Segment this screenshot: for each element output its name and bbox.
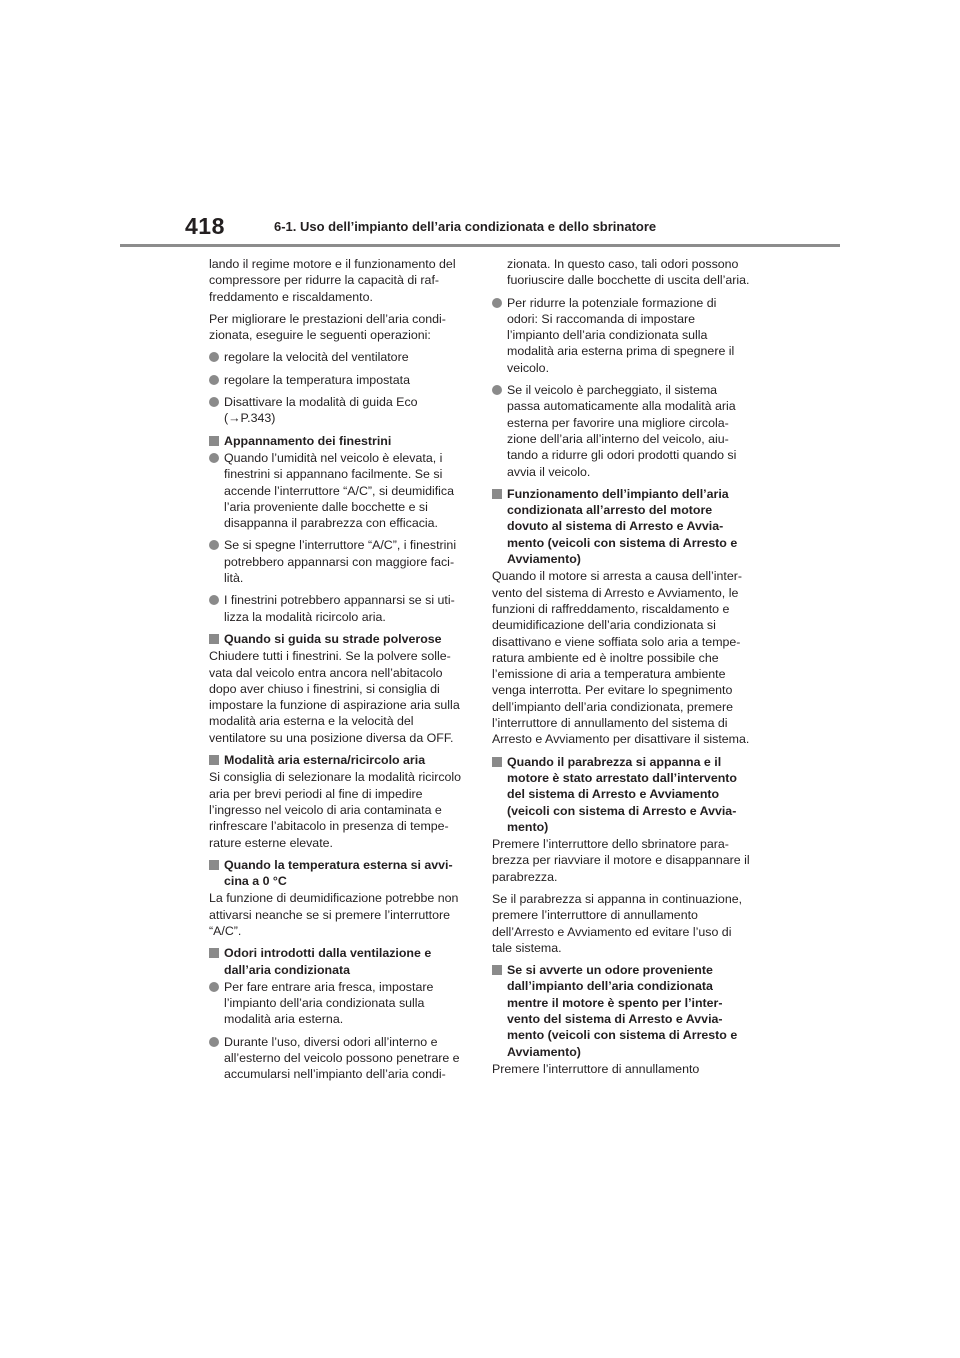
right-column [492,256,750,1083]
left-column [209,256,467,1089]
paragraph: La funzione di deumidificazione potrebbe non attivarsi neanche se si premere l’interruttore “A/C”. [209,891,459,938]
bullet-item: Per ridurre la potenziale formazione di odori: Si raccomanda di impostare l’impianto dell’aria condizionata sulla modalità aria esterna prima di spegnere il veicolo. [492,295,750,376]
paragraph: Premere l’interruttore di annullamento [492,1061,700,1076]
paragraph: Si consiglia di selezionare la modalità ricircolo aria per brevi periodi al fine di impedire l’ingresso nel veicolo di aria contaminata e rinfrescare l’abitacolo in presenza di temperature esterne elevate. [209,770,462,850]
section-heading: Appannamento dei finestrini [209,433,467,449]
paragraph: Premere l’interruttore dello sbrinatore parabrezza per riavviare il motore e disappannare il parabrezza. [492,837,750,884]
bullet-item: Durante l’uso, diversi odori all’interno e all’esterno del veicolo possono penetrare e accumularsi nell’impianto dell’aria condi- [209,1034,467,1083]
paragraph: Per migliorare le prestazioni dell’aria condizionata, eseguire le seguenti operazioni: [209,311,446,343]
section-heading: Quando si guida su strade polverose [209,631,467,647]
bullet-item: regolare la velocità del ventilatore [209,349,467,365]
header-divider [120,244,840,247]
paragraph: lando il regime motore e il funzionamento del compressore per ridurre la capacità di raffreddamento e riscaldamento. [209,257,456,304]
section-heading: Funzionamento dell’impianto dell’aria condizionata all’arresto del motore dovuto al sistema di Arresto e Avviamento (veicoli con sistema di Arresto e Avviamento) [492,486,750,567]
paragraph: Se il parabrezza si appanna in continuazione, premere l’interruttore di annullamento dell’Arresto e Avviamento ed evitare l’uso di tale sistema. [492,891,743,955]
paragraph: Quando il motore si arresta a causa dell’intervento del sistema di Arresto e Avviamento, le funzioni di raffreddamento, riscaldamento e deumidificazione dell’aria condizionata si disattivano e viene soffiata solo aria a temperatura ambiente ed è inoltre possibile che l’emissione di aria a temperatura ambiente venga interrotta. Per evitare lo spegnimento dell’impianto dell’aria condizionata, premere l’interruttore di annullamento del sistema di Arresto e Avviamento per disattivare il sistema. [492,569,750,747]
paragraph: Chiudere tutti i finestrini. Se la polvere sollevata dal veicolo entra ancora nell’abitacolo dopo aver chiuso i finestrini, si consiglia di impostare la funzione di aspirazione aria sulla modalità aria esterna e la velocità del ventilatore su una posizione diversa da OFF. [209,649,460,745]
bullet-item: Disattivare la modalità di guida Eco (→P.343) [209,394,467,427]
bullet-item: Se il veicolo è parcheggiato, il sistema passa automaticamente alla modalità aria esterna per favorire una migliore circolazione dell’aria all’interno del veicolo, aiutando a ridurre gli odori prodotti quando si avvia il veicolo. [492,382,750,480]
bullet-item: Quando l’umidità nel veicolo è elevata, i finestrini si appannano facilmente. Se si accende l’interruttore “A/C”, si deumidifica l’aria proveniente dalle bocchette e si disappanna il parabrezza con efficacia. [209,450,467,531]
bullet-item: regolare la temperatura impostata [209,372,467,388]
section-heading: Odori introdotti dalla ventilazione e dall’aria condizionata [209,945,467,978]
page-number: 418 [185,213,225,239]
bullet-item: I finestrini potrebbero appannarsi se si utilizza la modalità ricircolo aria. [209,592,467,625]
bullet-item: Se si spegne l’interruttore “A/C”, i finestrini potrebbero appannarsi con maggiore facilità. [209,537,467,586]
bullet-item: Per fare entrare aria fresca, impostare l’impianto dell’aria condizionata sulla modalità aria esterna. [209,979,467,1028]
section-heading: Modalità aria esterna/ricircolo aria [209,752,467,768]
section-title: 6-1. Uso dell’impianto dell’aria condizionata e dello sbrinatore [274,219,657,234]
paragraph-continuation: zionata. In questo caso, tali odori possono fuoriuscire dalle bocchette di uscita dell’aria. [507,257,750,288]
section-heading: Quando la temperatura esterna si avvicina a 0 °C [209,857,467,890]
section-heading: Quando il parabrezza si appanna e il motore è stato arrestato dall’intervento del sistema di Arresto e Avviamento (veicoli con sistema di Arresto e Avviamento) [492,754,750,835]
section-heading: Se si avverte un odore proveniente dall’impianto dell’aria condizionata mentre il motore è spento per l’intervento del sistema di Arresto e Avviamento (veicoli con sistema di Arresto e Avviamento) [492,962,750,1060]
